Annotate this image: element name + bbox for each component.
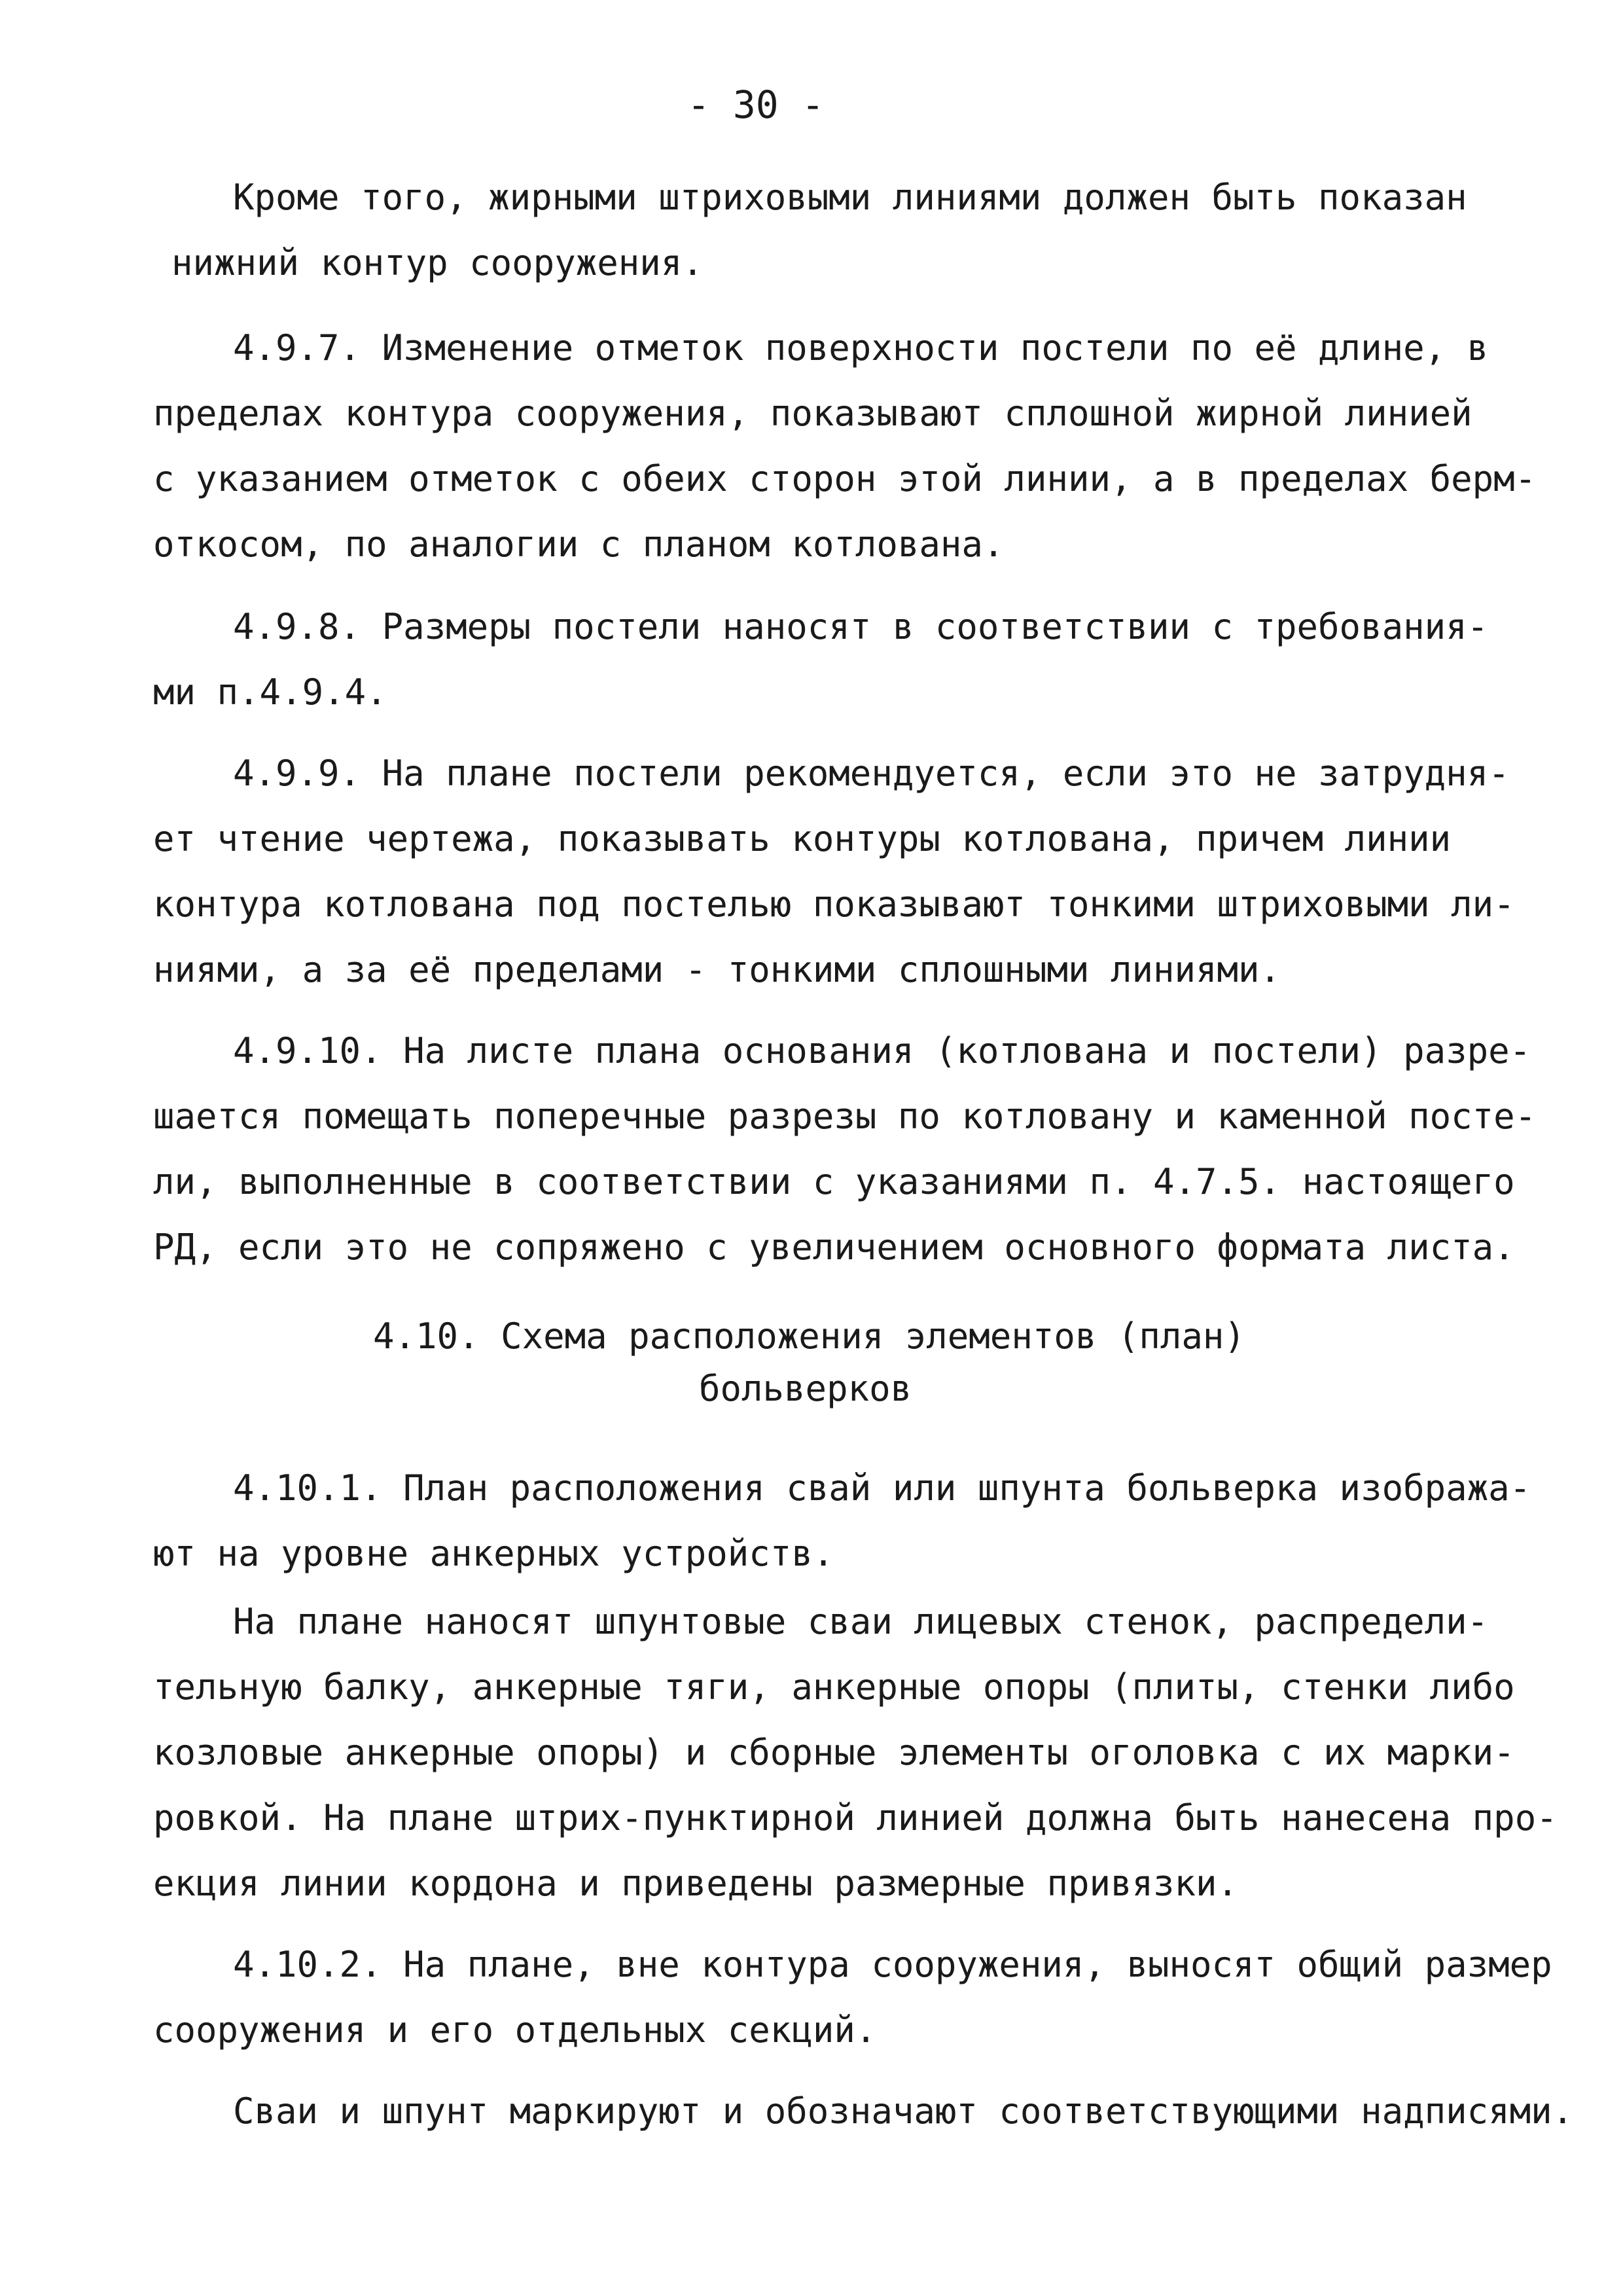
section-heading-continued: больверков xyxy=(699,1368,912,1409)
text-line: козловые анкерные опоры) и сборные элементы оголовка с их марки- xyxy=(153,1732,1515,1773)
text-line: пределах контура сооружения, показывают сплошной жирной линией xyxy=(153,393,1472,434)
text-line: РД, если это не сопряжено с увеличением основного формата листа. xyxy=(153,1227,1515,1268)
text-line: с указанием отметок с обеих сторон этой линии, а в пределах берм- xyxy=(153,458,1537,499)
text-line: 4.10.1. План расположения свай или шпунта больверка изобража- xyxy=(233,1467,1531,1509)
text-line: ми п.4.9.4. xyxy=(153,672,387,713)
text-line: нижний контур сооружения. xyxy=(171,242,704,283)
section-heading: 4.10. Схема расположения элементов (план) xyxy=(373,1316,1245,1357)
page-number: - 30 - xyxy=(687,82,825,127)
text-line: ет чтение чертежа, показывать контуры котлована, причем линии xyxy=(153,818,1452,859)
text-line: ли, выполненные в соответствии с указаниями п. 4.7.5. настоящего xyxy=(153,1161,1515,1202)
text-line: екция линии кордона и приведены размерные привязки. xyxy=(153,1863,1239,1904)
text-line: откосом, по аналогии с планом котлована. xyxy=(153,524,1005,565)
text-line: контура котлована под постелью показывают тонкими штриховыми ли- xyxy=(153,884,1515,925)
text-line: 4.9.8. Размеры постели наносят в соответствии с требования- xyxy=(233,606,1489,647)
text-line: 4.9.10. На листе плана основания (котлована и постели) разре- xyxy=(233,1030,1531,1071)
text-line: На плане наносят шпунтовые сваи лицевых стенок, распредели- xyxy=(233,1601,1489,1642)
text-line: ют на уровне анкерных устройств. xyxy=(153,1533,834,1574)
text-line: тельную балку, анкерные тяги, анкерные опоры (плиты, стенки либо xyxy=(153,1666,1515,1708)
text-line: Сваи и шпунт маркируют и обозначают соответствующими надписями. xyxy=(233,2090,1574,2132)
text-line: сооружения и его отдельных секций. xyxy=(153,2009,877,2051)
text-line: ниями, а за её пределами - тонкими сплошными линиями. xyxy=(153,949,1281,990)
text-line: 4.9.9. На плане постели рекомендуется, если это не затрудня- xyxy=(233,753,1510,794)
text-line: 4.10.2. На плане, вне контура сооружения, выносят общий размер xyxy=(233,1944,1552,1985)
text-line: Кроме того, жирными штриховыми линиями должен быть показан xyxy=(233,177,1467,218)
text-line: 4.9.7. Изменение отметок поверхности постели по её длине, в xyxy=(233,327,1489,368)
text-line: ровкой. На плане штрих-пунктирной линией должна быть нанесена про- xyxy=(153,1797,1558,1839)
text-line: шается помещать поперечные разрезы по котловану и каменной посте- xyxy=(153,1096,1537,1137)
